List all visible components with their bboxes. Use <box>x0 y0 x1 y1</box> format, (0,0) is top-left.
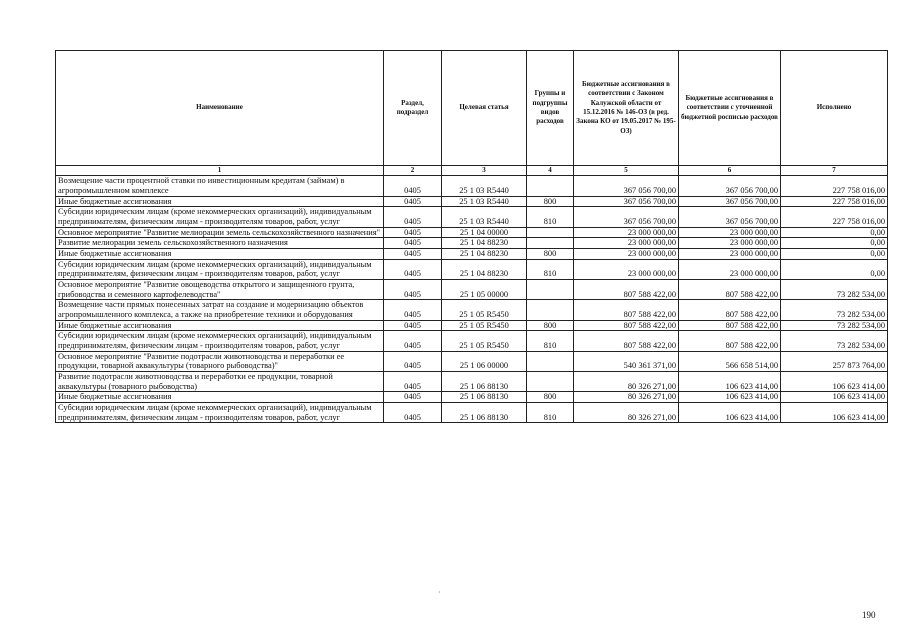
row-executed-amount: 227 758 016,00 <box>781 207 888 227</box>
row-refined-amount: 23 000 000,00 <box>679 227 781 238</box>
row-section: 0405 <box>384 300 442 320</box>
table-row <box>56 176 888 196</box>
row-group: 810 <box>527 331 574 351</box>
row-group: 800 <box>527 196 574 207</box>
table-row <box>56 331 888 351</box>
row-article: 25 1 04 88230 <box>442 259 527 279</box>
table-row <box>56 402 888 422</box>
header-allocations-law: Бюджетные ассигнования в соответствии с Законом Калужской области от 15.12.2016 № 146-ОЗ (в ред. Закона КО от 19.05.2017 № 195-ОЗ) <box>574 51 679 166</box>
row-section: 0405 <box>384 249 442 260</box>
row-section: 0405 <box>384 371 442 391</box>
row-executed-amount: 73 282 534,00 <box>781 331 888 351</box>
row-executed-amount: 0,00 <box>781 227 888 238</box>
row-section: 0405 <box>384 207 442 227</box>
row-refined-amount: 23 000 000,00 <box>679 249 781 260</box>
row-refined-amount: 106 623 414,00 <box>679 371 781 391</box>
row-article: 25 1 06 88130 <box>442 371 527 391</box>
row-executed-amount: 73 282 534,00 <box>781 280 888 300</box>
header-executed: Исполнено <box>781 51 888 166</box>
row-name: Возмещение части процентной ставки по инвестиционным кредитам (займам) в агропромышленном комплексе <box>56 176 384 196</box>
row-article: 25 1 06 88130 <box>442 402 527 422</box>
table-row <box>56 371 888 391</box>
row-section: 0405 <box>384 176 442 196</box>
header-name: Наименование <box>56 51 384 166</box>
column-number: 3 <box>442 166 527 176</box>
row-executed-amount: 257 873 764,00 <box>781 351 888 371</box>
table-row <box>56 280 888 300</box>
row-executed-amount: 0,00 <box>781 238 888 249</box>
row-refined-amount: 106 623 414,00 <box>679 402 781 422</box>
row-refined-amount: 807 588 422,00 <box>679 331 781 351</box>
row-group: 810 <box>527 402 574 422</box>
row-section: 0405 <box>384 320 442 331</box>
column-number: 7 <box>781 166 888 176</box>
table-row <box>56 207 888 227</box>
row-law-amount: 367 056 700,00 <box>574 176 679 196</box>
table-row <box>56 249 888 260</box>
column-number: 2 <box>384 166 442 176</box>
row-refined-amount: 566 658 514,00 <box>679 351 781 371</box>
table-row <box>56 196 888 207</box>
row-name: Иные бюджетные ассигнования <box>56 392 384 403</box>
row-executed-amount: 106 623 414,00 <box>781 371 888 391</box>
row-group <box>527 371 574 391</box>
row-law-amount: 23 000 000,00 <box>574 238 679 249</box>
row-name: Основное мероприятие "Развитие овощеводства открытого и защищенного грунта, грибоводства и семенного картофелеводства" <box>56 280 384 300</box>
row-article: 25 1 06 88130 <box>442 392 527 403</box>
column-number: 1 <box>56 166 384 176</box>
row-article: 25 1 05 00000 <box>442 280 527 300</box>
column-number: 4 <box>527 166 574 176</box>
row-article: 25 1 03 R5440 <box>442 207 527 227</box>
row-refined-amount: 106 623 414,00 <box>679 392 781 403</box>
row-refined-amount: 807 588 422,00 <box>679 300 781 320</box>
row-article: 25 1 03 R5440 <box>442 196 527 207</box>
row-name: Иные бюджетные ассигнования <box>56 320 384 331</box>
row-refined-amount: 367 056 700,00 <box>679 196 781 207</box>
row-article: 25 1 06 00000 <box>442 351 527 371</box>
row-law-amount: 80 326 271,00 <box>574 392 679 403</box>
row-group: 800 <box>527 249 574 260</box>
row-group <box>527 300 574 320</box>
table-row <box>56 227 888 238</box>
row-law-amount: 23 000 000,00 <box>574 227 679 238</box>
row-refined-amount: 367 056 700,00 <box>679 207 781 227</box>
row-refined-amount: 807 588 422,00 <box>679 320 781 331</box>
row-name: Основное мероприятие "Развитие подотрасли животноводства и переработки ее продукции, товарной аквакультуры (товарного рыбоводства)" <box>56 351 384 371</box>
row-name: Субсидии юридическим лицам (кроме некоммерческих организаций), индивидуальным предпринимателям, физическим лицам - производителям товаров, работ, услуг <box>56 207 384 227</box>
table-row <box>56 392 888 403</box>
row-section: 0405 <box>384 402 442 422</box>
row-group <box>527 280 574 300</box>
row-article: 25 1 03 R5440 <box>442 176 527 196</box>
table-row <box>56 320 888 331</box>
row-executed-amount: 0,00 <box>781 249 888 260</box>
row-name: Развитие подотрасли животноводства и переработки ее продукции, товарной аквакультуры (товарного рыбоводства) <box>56 371 384 391</box>
column-number-row <box>56 166 888 176</box>
row-name: Иные бюджетные ассигнования <box>56 249 384 260</box>
row-group <box>527 351 574 371</box>
row-section: 0405 <box>384 351 442 371</box>
row-name: Субсидии юридическим лицам (кроме некоммерческих организаций), индивидуальным предпринимателям, физическим лицам - производителям товаров, работ, услуг <box>56 331 384 351</box>
row-executed-amount: 227 758 016,00 <box>781 176 888 196</box>
row-section: 0405 <box>384 238 442 249</box>
row-group <box>527 238 574 249</box>
row-law-amount: 367 056 700,00 <box>574 196 679 207</box>
page-number: 190 <box>862 610 876 620</box>
row-law-amount: 80 326 271,00 <box>574 371 679 391</box>
scan-speck: · <box>438 588 441 597</box>
row-group: 800 <box>527 392 574 403</box>
row-article: 25 1 05 R5450 <box>442 331 527 351</box>
row-executed-amount: 106 623 414,00 <box>781 402 888 422</box>
row-law-amount: 807 588 422,00 <box>574 280 679 300</box>
row-section: 0405 <box>384 196 442 207</box>
row-group: 800 <box>527 320 574 331</box>
budget-table <box>55 50 888 423</box>
row-group <box>527 176 574 196</box>
row-name: Иные бюджетные ассигнования <box>56 196 384 207</box>
header-allocations-refined: Бюджетные ассигнования в соответствии с уточненной бюджетной росписью расходов <box>679 51 781 166</box>
row-group <box>527 227 574 238</box>
row-law-amount: 80 326 271,00 <box>574 402 679 422</box>
row-section: 0405 <box>384 392 442 403</box>
row-law-amount: 367 056 700,00 <box>574 207 679 227</box>
row-article: 25 1 05 R5450 <box>442 320 527 331</box>
row-executed-amount: 0,00 <box>781 259 888 279</box>
row-name: Основное мероприятие "Развитие мелиорации земель сельскохозяйственного назначения" <box>56 227 384 238</box>
column-number: 6 <box>679 166 781 176</box>
row-article: 25 1 04 88230 <box>442 238 527 249</box>
row-law-amount: 540 361 371,00 <box>574 351 679 371</box>
row-refined-amount: 807 588 422,00 <box>679 280 781 300</box>
row-section: 0405 <box>384 331 442 351</box>
row-law-amount: 807 588 422,00 <box>574 331 679 351</box>
row-section: 0405 <box>384 280 442 300</box>
row-refined-amount: 367 056 700,00 <box>679 176 781 196</box>
row-group: 810 <box>527 207 574 227</box>
row-refined-amount: 23 000 000,00 <box>679 259 781 279</box>
row-executed-amount: 73 282 534,00 <box>781 320 888 331</box>
header-section: Раздел, подраздел <box>384 51 442 166</box>
row-name: Субсидии юридическим лицам (кроме некоммерческих организаций), индивидуальным предпринимателям, физическим лицам - производителям товаров, работ, услуг <box>56 402 384 422</box>
header-target-article: Целевая статья <box>442 51 527 166</box>
row-section: 0405 <box>384 227 442 238</box>
row-law-amount: 807 588 422,00 <box>574 300 679 320</box>
row-executed-amount: 73 282 534,00 <box>781 300 888 320</box>
header-expense-groups: Группы и подгруппы видов расходов <box>527 51 574 166</box>
table-row <box>56 351 888 371</box>
table-row <box>56 238 888 249</box>
row-law-amount: 807 588 422,00 <box>574 320 679 331</box>
row-group: 810 <box>527 259 574 279</box>
row-refined-amount: 23 000 000,00 <box>679 238 781 249</box>
row-name: Возмещение части прямых понесенных затрат на создание и модернизацию объектов агропромышленного комплекса, а также на приобретение техники и оборудования <box>56 300 384 320</box>
table-row <box>56 300 888 320</box>
column-number: 5 <box>574 166 679 176</box>
row-executed-amount: 227 758 016,00 <box>781 196 888 207</box>
row-article: 25 1 05 R5450 <box>442 300 527 320</box>
row-name: Субсидии юридическим лицам (кроме некоммерческих организаций), индивидуальным предпринимателям, физическим лицам - производителям товаров, работ, услуг <box>56 259 384 279</box>
row-name: Развитие мелиорации земель сельскохозяйственного назначения <box>56 238 384 249</box>
table-row <box>56 259 888 279</box>
row-law-amount: 23 000 000,00 <box>574 249 679 260</box>
row-executed-amount: 106 623 414,00 <box>781 392 888 403</box>
row-law-amount: 23 000 000,00 <box>574 259 679 279</box>
row-section: 0405 <box>384 259 442 279</box>
header-row <box>56 51 888 166</box>
row-article: 25 1 04 00000 <box>442 227 527 238</box>
row-article: 25 1 04 88230 <box>442 249 527 260</box>
